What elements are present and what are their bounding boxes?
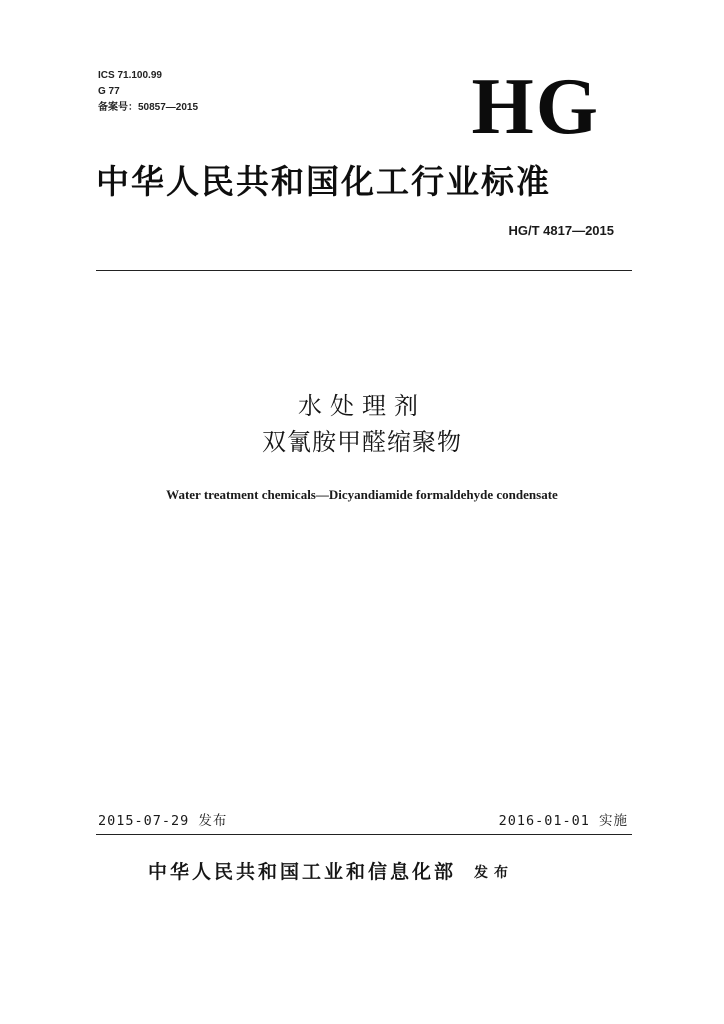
- bottom-divider: [96, 834, 632, 835]
- title-en: Water treatment chemicals—Dicyandiamide formaldehyde condensate: [166, 487, 558, 502]
- ics-code: ICS 71.100.99: [98, 70, 162, 81]
- record-number: 备案号：50857—2015: [98, 102, 199, 113]
- standard-number: HG/T 4817—2015: [508, 223, 614, 238]
- top-divider: [96, 270, 632, 271]
- classification-codes: [98, 68, 198, 116]
- issue-date: 2015-07-29 发布: [98, 813, 228, 829]
- issuer-name: 中华人民共和国工业和信息化部: [148, 861, 457, 883]
- implementation-date: 2016-01-01 实施: [498, 813, 628, 829]
- title-cn-line2: 双氰胺甲醛缩聚物: [262, 428, 462, 456]
- standard-category: 中华人民共和国化工行业标准: [96, 162, 551, 201]
- issuer: [148, 858, 514, 887]
- issuer-action: 发布: [474, 865, 515, 881]
- title-cn-line1: 水处理剂: [298, 392, 426, 420]
- ccs-code: G 77: [98, 86, 120, 97]
- hg-logo: HG: [471, 63, 600, 151]
